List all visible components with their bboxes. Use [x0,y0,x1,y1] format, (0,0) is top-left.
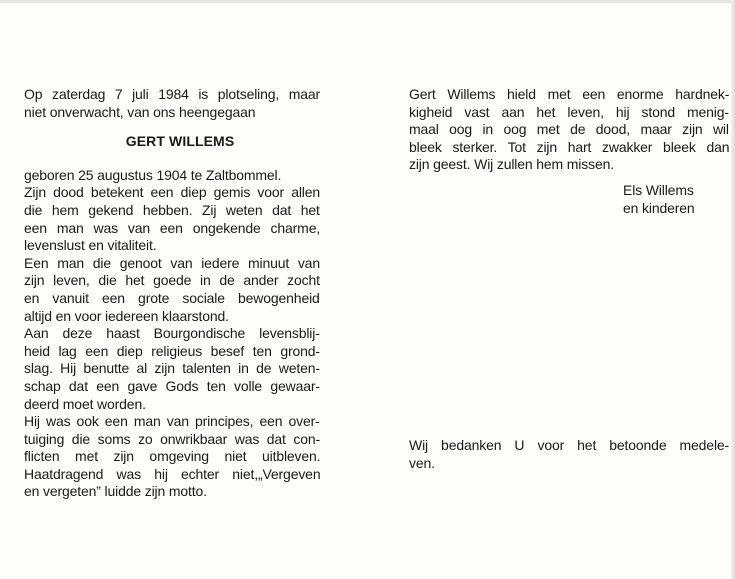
deceased-name-heading: GERT WILLEMS [125,133,235,150]
body-line: maal oog in oog met de dood, maar zijn wil [409,121,729,138]
signature-line: Els Willems [623,182,694,198]
signature-block [623,182,695,217]
body-line: heid lag een diep religieus besef ten grond- [24,342,320,359]
body-line: Aan deze haast Bourgondische levensblij- [24,325,320,342]
body-line: Haatdragend was hij echter niet,„Vergeven [24,465,321,482]
body-line: geboren 25 augustus 1904 te Zaltbommel. [24,166,282,183]
body-line: Hij was ook een man van principes, een over- [24,413,320,430]
intro-line: Op zaterdag 7 juli 1984 is plotseling, maar [24,86,321,102]
thanks-block [409,437,729,472]
body-line: bleek sterker. Tot zijn hart zwakker bleek dan [409,138,730,155]
body-line: die hem gekend hebben. Zij weten dat het [24,201,320,218]
body-line: altijd en voor iedereen klaarstond. [24,307,229,324]
thanks-line: Wij bedanken U voor het betoonde medele- [409,437,730,453]
body-line: zijn geest. Wij zullen hem missen. [409,156,614,173]
body-line: en vergeten” luidde zijn motto. [24,483,207,500]
card-top-edge [0,0,735,3]
body-line: schap dat een gave Gods ten volle gewaar- [24,377,320,394]
body-line: zijn leven, die het goede in de ander zocht [24,272,320,289]
body-line: kigheid vast aan het leven, hij stond menig- [409,103,729,120]
body-line: levenslust en vitaliteit. [24,237,157,254]
body-line: tuiging die soms zo onwrikbaar was dat con- [24,430,321,447]
body-line: en vanuit een grote sociale bewogenheid [24,289,320,306]
card-right-edge [731,0,735,579]
body-line: Gert Willems hield met een enorme hardnek- [409,86,730,102]
right-column [409,86,729,174]
intro-line: niet onverwacht, van ons heengegaan [24,103,256,120]
left-column [24,86,320,501]
thanks-line: ven. [409,454,435,471]
signature-line: en kinderen [623,199,695,216]
body-line: flicten met zijn omgeving niet uitbleven. [24,448,321,465]
body-line: Zijn dood betekent een diep gemis voor allen [24,184,321,201]
body-line: een man was van een ongekende charme, [24,219,321,236]
body-line: Een man die genoot van iedere minuut van [24,254,320,271]
body-line: deerd moet worden. [24,395,146,412]
body-line: slag. Hij benutte al zijn talenten in de weten- [24,360,320,377]
